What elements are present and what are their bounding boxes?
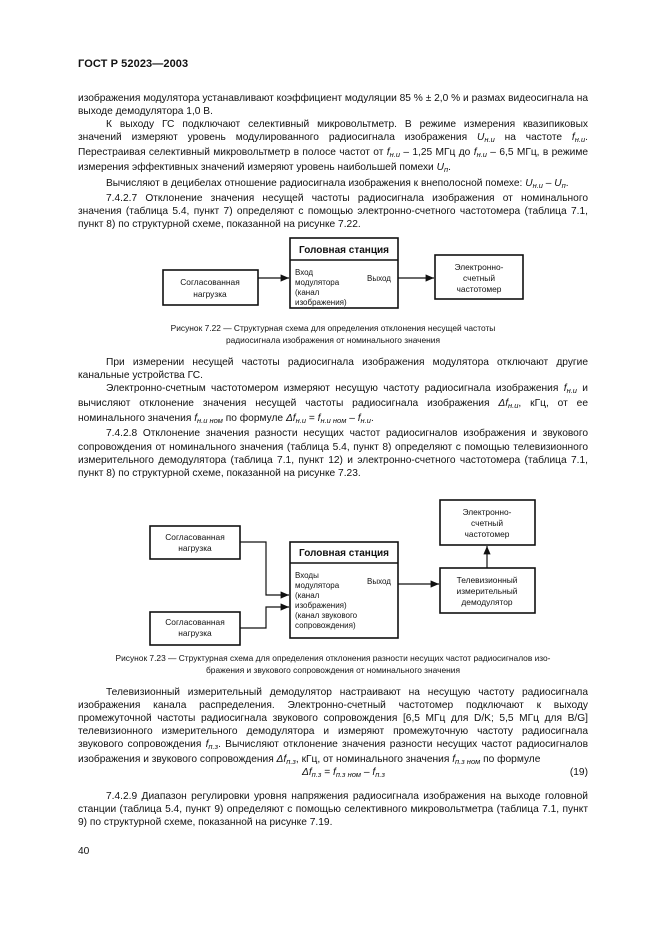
fig723-load1-label-1: Согласованная: [165, 532, 225, 542]
fig722-output-label: Выход: [367, 274, 391, 283]
fig723-demod-label-2: измерительный: [456, 586, 518, 596]
fig723-demod-label-3: демодулятор: [461, 597, 513, 607]
figure-7-23-diagram: [0, 488, 661, 648]
fig722-counter-label-1: Электронно-: [454, 262, 504, 272]
fig723-load2-label-1: Согласованная: [165, 617, 225, 627]
fig722-input-label-1: Вход: [295, 268, 314, 277]
text-block-2: [78, 356, 588, 480]
fig722-input-label-3: (канал: [295, 288, 320, 297]
paragraph-9: 7.4.2.9 Диапазон регулировки уровня напряжения радиосигнала изображения на выходе головной станции (таблица 5.4, пункт 9) определяют с помощью селективного микровольтметра (таблица 7.1, пункт 9) по структурной схеме, показанной на рисунке 7.19.: [78, 791, 588, 829]
fig723-input-label-5: (канал звукового: [295, 611, 358, 620]
text-block-3: [78, 686, 588, 769]
fig723-input-label-4: изображения): [295, 601, 347, 610]
fig723-load1-label-2: нагрузка: [178, 543, 212, 553]
document-header: ГОСТ Р 52023—2003: [78, 58, 189, 70]
formula-19: [78, 767, 588, 781]
paragraph-2: К выходу ГС подключают селективный микровольтметр. В режиме измерения квазипиковых значений измеряют уровень модулированного радиосигнала изображения $U_{н.и}$ на частоте $f_{н.и}$. Перестраивая селективный микровольтметр в полосе частот от $f_{н.и} - 1,25$ МГц до $f_{н.и} - 6,5$ МГц, в режиме измерения эффективных значений измеряют уровень наибольшей помехи $U_п$.: [78, 119, 589, 175]
figure-7-22-caption: Рисунок 7.22 — Структурная схема для определения отклонения несущей частоты радиосигнала изображения от номинального значения: [170, 323, 496, 345]
text-block-1: [78, 92, 588, 231]
fig723-output-label: Выход: [367, 577, 391, 586]
paragraph-3: Вычисляют в децибелах отношение радиосигнала изображения к внеполосной помехе: $U_{н.и} - U_п$.: [106, 177, 569, 190]
paragraph-7: 7.4.2.8 Отклонение значения разности несущих частот радиосигналов изображения и звукового сопровождения от номинального значения (таблица 5.4, пункт 8) определяют с помощью телевизионного измерительного демодулятора (таблица 7.1, пункт 12) и электронно-счетного частотомера (таблица 7.1, пункт 8) по структурной схеме, показанной на рисунке 7.23.: [78, 428, 588, 479]
fig722-load-block: [163, 270, 258, 305]
figure-7-23-caption: Рисунок 7.23 — Структурная схема для определения отклонения разности несущих частот радиосигналов изо- бражения и звукового сопровождения от номинального значения: [115, 653, 551, 675]
fig723-line-load2-to-hs: [240, 607, 289, 628]
fig722-load-label-1: Согласованная: [180, 277, 240, 287]
fig723-counter-label-3: частотомер: [464, 529, 510, 539]
fig723-line-load1-to-hs: [240, 542, 289, 595]
fig723-input-label-1: Входы: [295, 571, 319, 580]
fig723-counter-label-2: счетный: [471, 518, 503, 528]
paragraph-4: 7.4.2.7 Отклонение значения несущей частоты радиосигнала изображения от номинального значения (таблица 5.4, пункт 7) определяют с помощью электронно-счетного частотомера (таблица 7.1, пункт 8) по структурной схеме, показанной на рисунке 7.22.: [78, 192, 588, 230]
text-block-4: [78, 790, 588, 829]
fig722-counter-label-3: частотомер: [456, 284, 502, 294]
figure-7-22-diagram: [0, 230, 661, 320]
fig723-counter-label-1: Электронно-: [462, 507, 512, 517]
page-number: 40: [78, 846, 90, 857]
fig722-headstation-title: Головная станция: [299, 245, 389, 256]
fig723-load2-label-2: нагрузка: [178, 628, 212, 638]
fig723-input-label-6: сопровождения): [295, 621, 356, 630]
formula-19-number: (19): [569, 767, 588, 778]
fig723-input-label-2: модулятора: [295, 581, 340, 590]
fig723-input-label-3: (канал: [295, 591, 320, 600]
paragraph-6: Электронно-счетным частотомером измеряют несущую частоту радиосигнала изображения $f_{н.и}$ и вычисляют отклонение значения несущей частоты радиосигнала изображения $\Delta f_{н.и}$, кГц, от ее номинального значения $f_{н.и ном}$ по формуле $\Delta f_{н.и} = f_{н.и ном} - f_{н.и}$.: [78, 383, 588, 426]
formula-19-expression: $\Delta f_{п.з} = f_{п.з ном} - f_{п.з}$: [302, 767, 385, 779]
fig723-headstation-title: Головная станция: [299, 548, 389, 559]
fig723-demod-label-1: Телевизионный: [456, 575, 518, 585]
paragraph-5: При измерении несущей частоты радиосигнала изображения модулятора отключают другие канальные устройства ГС.: [78, 357, 588, 382]
fig722-counter-label-2: счетный: [463, 273, 495, 283]
paragraph-8: Телевизионный измерительный демодулятор настраивают на несущую частоту радиосигнала изображения канала распределения. Электронно-счетный частотомер подключают к выходу промежуточной частоты радиосигнала звукового сопровождения [6,5 МГц для D/K; 5,5 МГц для B/G] телевизионного измерительного демодулятора и измеряют промежуточную частоту радиосигнала звукового сопровождения $f_{п.з}$. Вычисляют отклонение значения разности несущих частот радиосигналов изображения и звукового сопровождения $\Delta f_{п.з}$, кГц, от номинального значения $f_{п.з ном}$ по формуле: [78, 687, 588, 767]
fig722-input-label-4: изображения): [295, 298, 347, 307]
fig722-input-label-2: модулятора: [295, 278, 340, 287]
paragraph-1: изображения модулятора устанавливают коэффициент модуляции 85 % ± 2,0 % и размах видеосигнала на выходе демодулятора 1,0 В.: [78, 93, 588, 118]
fig722-load-label-2: нагрузка: [193, 289, 227, 299]
